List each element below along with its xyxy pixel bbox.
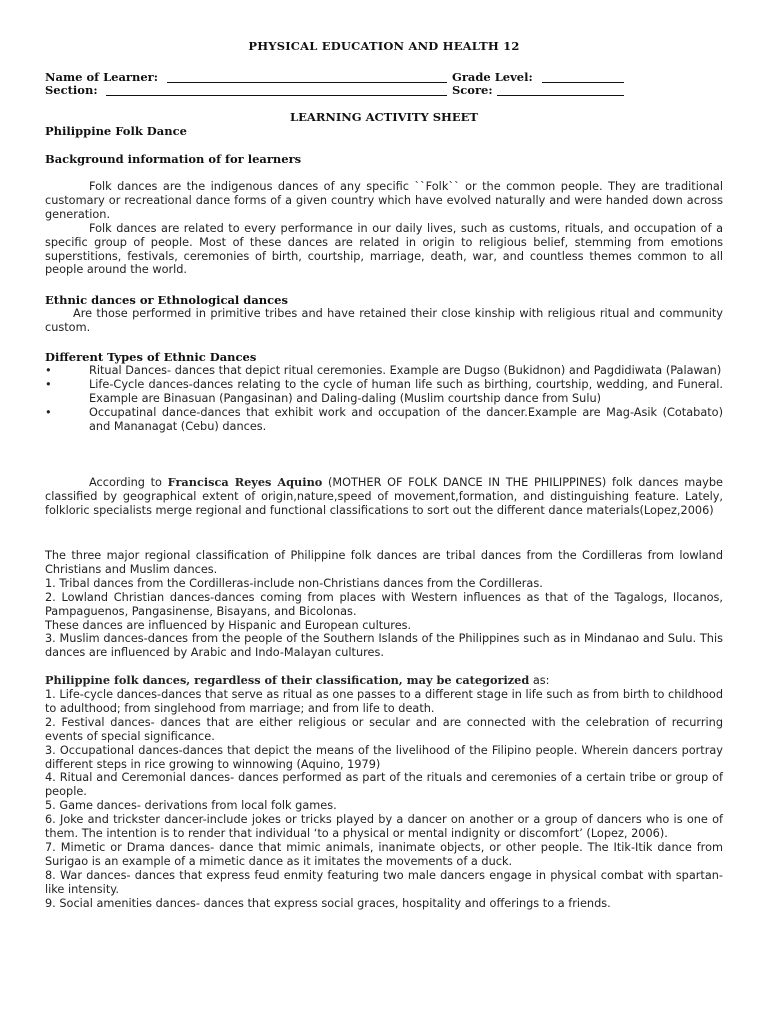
regional-section xyxy=(45,549,723,660)
aquino-paragraph xyxy=(45,476,723,518)
list-item: 3. Occupational dances-dances that depict the means of the livelihood of the Filipino people. Wherein dancers portray different steps in rice growing to winnowing (Aquino, 1979) xyxy=(45,743,723,771)
list-item xyxy=(45,378,723,406)
list-item: These dances are influenced by Hispanic and European cultures. xyxy=(45,618,412,632)
categories-heading-rest: as: xyxy=(529,674,550,687)
background-paragraph-2: Folk dances are related to every performance in our daily lives, such as customs, rituals, and occupation of a specific group of people. Most of these dances are related in origin to religious belief, stemming from emotions superstitions, festivals, ceremonies of birth, courtship, marriage, death, war, and countless themes common to all people around the world. xyxy=(45,221,723,277)
section-field[interactable] xyxy=(106,95,447,96)
ethnic-paragraph: Are those performed in primitive tribes and have retained their close kinship with religious ritual and community custom. xyxy=(45,307,723,334)
aquino-post: (MOTHER OF FOLK DANCE IN THE PHILIPPINES) folk dances maybe classified by geographical extent of origin,nature,speed of movement,formation, and distinguishing feature. Lately, folkloric specialists merge regional and functional classifications to sort out the different dance materials(Lopez,2006) xyxy=(45,476,723,517)
list-item: 7. Mimetic or Drama dances- dance that mimic animals, inanimate objects, or other people. The Itik-Itik dance from Surigao is an example of a mimetic dance as it imitates the movements of a duck. xyxy=(45,840,723,868)
regional-intro: The three major regional classification of Philippine folk dances are tribal dances from the Cordilleras from lowland Christians and Muslim dances. xyxy=(45,549,723,576)
list-item: 4. Ritual and Ceremonial dances- dances performed as part of the rituals and ceremonies of a certain tribe or group of people. xyxy=(45,771,723,799)
ethnic-text xyxy=(45,307,723,335)
list-item: 1. Tribal dances from the Cordilleras-include non-Christians dances from the Cordilleras. xyxy=(45,576,543,590)
list-item xyxy=(45,406,723,434)
background-heading: Background information of for learners xyxy=(45,152,302,166)
type-ritual: Ritual Dances- dances that depict ritual ceremonies. Example are Dugso (Bukidnon) and Pagdidiwata (Palawan) xyxy=(89,364,722,377)
bullet-marker: • xyxy=(45,405,52,419)
list-item: 5. Game dances- derivations from local folk games. xyxy=(45,799,337,813)
list-item: 2. Lowland Christian dances-dances coming from places with Western influences as that of the Tagalogs, Ilocanos, Pampaguenos, Pangasinense, Bisayans, and Bicolonas. xyxy=(45,590,723,618)
grade-label: Grade Level: xyxy=(452,70,533,84)
list-item: 2. Festival dances- dances that are either religious or secular and are connected with the celebration of recurring events of special significance. xyxy=(45,715,723,743)
list-item: 8. War dances- dances that express feud enmity featuring two male dancers engage in physical combat with spartan-like intensity. xyxy=(45,868,723,896)
section-score-row xyxy=(45,83,723,98)
type-occupational: Occupatinal dance-dances that exhibit work and occupation of the dancer.Example are Mag-Asik (Cotabato) and Mananagat (Cebu) dances. xyxy=(89,405,723,433)
types-heading: Different Types of Ethnic Dances xyxy=(45,350,257,364)
type-life-cycle: Life-Cycle dances-dances relating to the cycle of human life such as birthing, courtship, wedding, and Funeral. Example are Binasuan (Pangasinan) and Daling-daling (Muslim courtship dance from Sulu) xyxy=(89,377,723,405)
list-item: 3. Muslim dances-dances from the people of the Southern Islands of the Philippines such as in Mindanao and Sulu. This dances are influenced by Arabic and Indo-Malayan cultures. xyxy=(45,632,723,660)
sheet-title: LEARNING ACTIVITY SHEET xyxy=(290,110,478,124)
score-label: Score: xyxy=(452,83,493,97)
types-list xyxy=(45,364,723,434)
aquino-pre: According to xyxy=(89,476,168,489)
bullet-marker: • xyxy=(45,364,52,377)
categories-heading-bold: Philippine folk dances, regardless of their classification, may be categorized xyxy=(45,673,530,687)
categories-list xyxy=(45,688,723,911)
bullet-marker: • xyxy=(45,377,52,391)
ethnic-heading: Ethnic dances or Ethnological dances xyxy=(45,293,288,307)
categories-heading xyxy=(45,674,723,688)
aquino-name: Francisca Reyes Aquino xyxy=(167,475,323,489)
list-item: 9. Social amenities dances- dances that express social graces, hospitality and offerings to a friends. xyxy=(45,896,611,910)
course-title: PHYSICAL EDUCATION AND HEALTH 12 xyxy=(248,39,520,53)
background-text xyxy=(45,180,723,277)
list-item: 1. Life-cycle dances-dances that serve as ritual as one passes to a different stage in life such as from birth to childhood to adulthood; from singlehood from marriage; and from life to death. xyxy=(45,688,723,715)
list-item xyxy=(45,364,723,378)
background-paragraph-1: Folk dances are the indigenous dances of any specific ``Folk`` or the common people. They are traditional customary or recreational dance forms of a given country which have evolved naturally and were handed down across generation. xyxy=(45,180,723,221)
list-item: 6. Joke and trickster dancer-include jokes or tricks played by a dancer on another or a group of dancers who is one of them. The intention is to render that individual ‘to a physical or mental indignity or discomfort’ (Lopez, 2006). xyxy=(45,813,723,841)
section-label: Section: xyxy=(45,83,98,97)
score-field[interactable] xyxy=(497,95,624,96)
subject-title: Philippine Folk Dance xyxy=(45,124,187,138)
name-label: Name of Learner: xyxy=(45,70,158,84)
